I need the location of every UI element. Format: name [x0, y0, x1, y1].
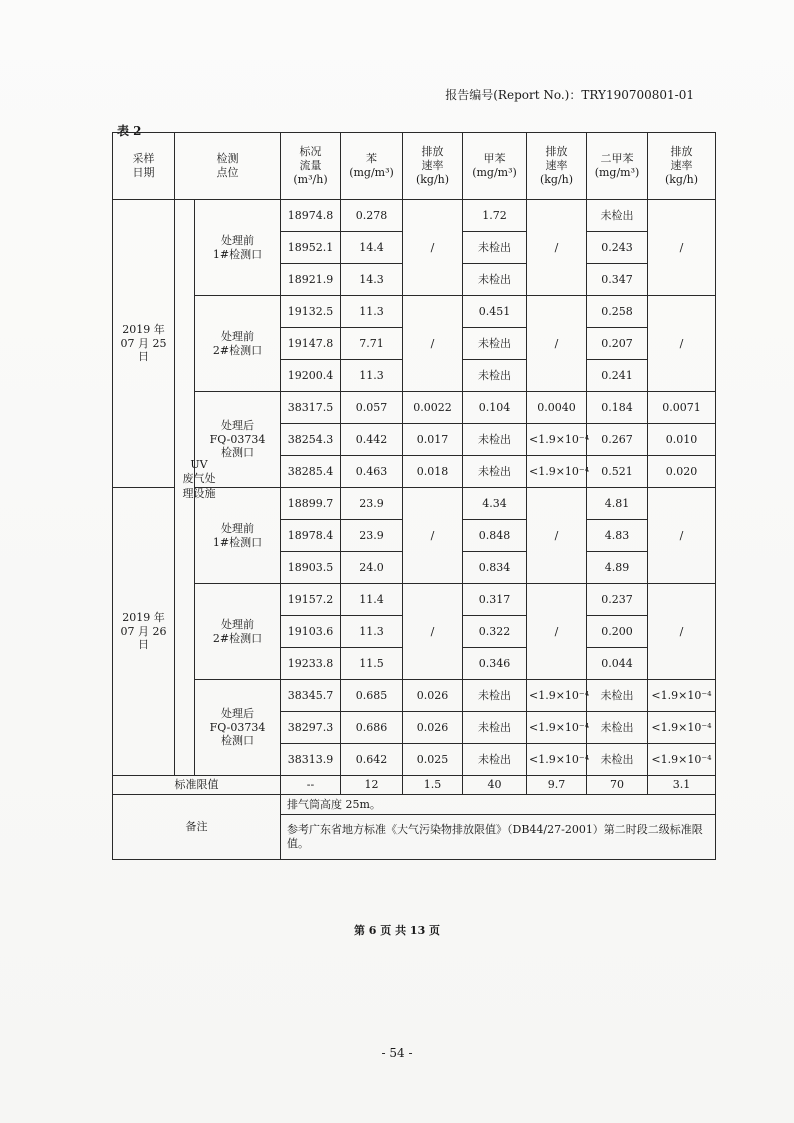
rate-cell: / [648, 584, 716, 680]
flow-cell: 18952.1 [281, 232, 341, 264]
toluene-cell: 未检出 [463, 456, 527, 488]
facility-label: UV 废气处 理设施 [182, 458, 216, 500]
flow-cell: 18903.5 [281, 552, 341, 584]
xylene-cell: 未检出 [587, 712, 648, 744]
rate-cell: / [527, 200, 587, 296]
table-header-row [113, 133, 716, 200]
standard-rate: 3.1 [648, 776, 716, 795]
xylene-cell: 未检出 [587, 744, 648, 776]
toluene-cell: 未检出 [463, 328, 527, 360]
table-row [113, 392, 716, 424]
xylene-cell: 0.521 [587, 456, 648, 488]
rate-cell: 0.010 [648, 424, 716, 456]
toluene-cell: 未检出 [463, 712, 527, 744]
toluene-cell: 未检出 [463, 744, 527, 776]
rate-cell: / [527, 584, 587, 680]
rate-cell: <1.9×10⁻⁴ [527, 712, 587, 744]
table-row [113, 200, 716, 232]
rate-cell: <1.9×10⁻⁴ [648, 680, 716, 712]
toluene-cell: 未检出 [463, 424, 527, 456]
xylene-cell: 0.200 [587, 616, 648, 648]
flow-cell: 18899.7 [281, 488, 341, 520]
standard-row [113, 776, 716, 795]
flow-cell: 19147.8 [281, 328, 341, 360]
benzene-cell: 23.9 [341, 488, 403, 520]
rate-cell: / [527, 488, 587, 584]
flow-cell: 38317.5 [281, 392, 341, 424]
rate-cell: / [648, 200, 716, 296]
header-xylene: 二甲苯 (mg/m³) [587, 133, 648, 200]
rate-cell: 0.017 [403, 424, 463, 456]
flow-cell: 38297.3 [281, 712, 341, 744]
toluene-cell: 1.72 [463, 200, 527, 232]
benzene-cell: 0.442 [341, 424, 403, 456]
table-row [113, 680, 716, 712]
header-rate-benzene: 排放 速率 (kg/h) [403, 133, 463, 200]
point-cell: 处理前 1#检测口 [195, 488, 281, 584]
xylene-cell: 0.237 [587, 584, 648, 616]
rate-cell: / [403, 488, 463, 584]
xylene-cell: 0.258 [587, 296, 648, 328]
rate-cell: / [648, 296, 716, 392]
toluene-cell: 未检出 [463, 680, 527, 712]
rate-cell: <1.9×10⁻⁴ [527, 424, 587, 456]
rate-cell: 0.0071 [648, 392, 716, 424]
xylene-cell: 4.81 [587, 488, 648, 520]
standard-flow: -- [281, 776, 341, 795]
footer-page-mark: - 54 - [381, 1046, 413, 1060]
xylene-cell: 0.207 [587, 328, 648, 360]
benzene-cell: 11.3 [341, 296, 403, 328]
benzene-cell: 0.057 [341, 392, 403, 424]
remarks-line-1: 排气筒高度 25m。 [281, 795, 716, 815]
header-rate-toluene: 排放 速率 (kg/h) [527, 133, 587, 200]
toluene-cell: 0.317 [463, 584, 527, 616]
toluene-cell: 0.346 [463, 648, 527, 680]
rate-cell: <1.9×10⁻⁴ [527, 456, 587, 488]
benzene-cell: 0.278 [341, 200, 403, 232]
xylene-cell: 4.89 [587, 552, 648, 584]
table-row [113, 584, 716, 616]
remarks-line-2: 参考广东省地方标准《大气污染物排放限值》（DB44/27-2001）第二时段二级标准限值。 [281, 815, 716, 860]
xylene-cell: 未检出 [587, 680, 648, 712]
point-cell: 处理前 2#检测口 [195, 296, 281, 392]
standard-xylene: 70 [587, 776, 648, 795]
rate-cell: <1.9×10⁻⁴ [648, 744, 716, 776]
flow-cell: 19233.8 [281, 648, 341, 680]
rate-cell: <1.9×10⁻⁴ [648, 712, 716, 744]
benzene-cell: 11.5 [341, 648, 403, 680]
page-number: 第 6 页 共 13 页 [353, 924, 441, 937]
toluene-cell: 0.848 [463, 520, 527, 552]
xylene-cell: 0.044 [587, 648, 648, 680]
point-cell: 处理后 FQ-03734 检测口 [195, 680, 281, 776]
toluene-cell: 未检出 [463, 232, 527, 264]
header-flow: 标况 流量 (m³/h) [281, 133, 341, 200]
rate-cell: / [403, 296, 463, 392]
point-cell: 处理前 1#检测口 [195, 200, 281, 296]
toluene-cell: 0.104 [463, 392, 527, 424]
flow-cell: 19200.4 [281, 360, 341, 392]
benzene-cell: 23.9 [341, 520, 403, 552]
xylene-cell: 0.241 [587, 360, 648, 392]
flow-cell: 18978.4 [281, 520, 341, 552]
rate-cell: / [648, 488, 716, 584]
rate-cell: 0.0022 [403, 392, 463, 424]
toluene-cell: 0.322 [463, 616, 527, 648]
flow-cell: 19157.2 [281, 584, 341, 616]
flow-cell: 19132.5 [281, 296, 341, 328]
benzene-cell: 7.71 [341, 328, 403, 360]
remarks-row [113, 795, 716, 815]
benzene-cell: 11.3 [341, 616, 403, 648]
benzene-cell: 0.686 [341, 712, 403, 744]
xylene-cell: 0.184 [587, 392, 648, 424]
flow-cell: 38313.9 [281, 744, 341, 776]
standard-rate: 1.5 [403, 776, 463, 795]
rate-cell: / [403, 584, 463, 680]
benzene-cell: 11.3 [341, 360, 403, 392]
point-cell: 处理前 2#检测口 [195, 584, 281, 680]
toluene-cell: 未检出 [463, 360, 527, 392]
header-point: 检测 点位 [175, 133, 281, 200]
benzene-cell: 0.463 [341, 456, 403, 488]
benzene-cell: 11.4 [341, 584, 403, 616]
rate-cell: 0.026 [403, 712, 463, 744]
xylene-cell: 0.347 [587, 264, 648, 296]
rate-cell: 0.018 [403, 456, 463, 488]
benzene-cell: 24.0 [341, 552, 403, 584]
standard-benzene: 12 [341, 776, 403, 795]
table-title: 表 2 [117, 124, 142, 138]
header-rate-xylene: 排放 速率 (kg/h) [648, 133, 716, 200]
rate-cell: 0.025 [403, 744, 463, 776]
rate-cell: / [527, 296, 587, 392]
flow-cell: 19103.6 [281, 616, 341, 648]
point-cell: 处理后 FQ-03734 检测口 [195, 392, 281, 488]
rate-cell: <1.9×10⁻⁴ [527, 744, 587, 776]
benzene-cell: 0.685 [341, 680, 403, 712]
standard-toluene: 40 [463, 776, 527, 795]
flow-cell: 18974.8 [281, 200, 341, 232]
date-cell: 2019 年 07 月 25 日 [113, 200, 175, 488]
flow-cell: 38345.7 [281, 680, 341, 712]
xylene-cell: 4.83 [587, 520, 648, 552]
rate-cell: 0.026 [403, 680, 463, 712]
rate-cell: / [403, 200, 463, 296]
flow-cell: 38254.3 [281, 424, 341, 456]
report-number: 报告编号(Report No.)：TRY190700801-01 [445, 88, 694, 102]
toluene-cell: 未检出 [463, 264, 527, 296]
benzene-cell: 0.642 [341, 744, 403, 776]
header-toluene: 甲苯 (mg/m³) [463, 133, 527, 200]
date-cell: 2019 年 07 月 26 日 [113, 488, 175, 776]
xylene-cell: 0.267 [587, 424, 648, 456]
toluene-cell: 0.834 [463, 552, 527, 584]
remarks-label: 备注 [113, 795, 281, 860]
header-date: 采样 日期 [113, 133, 175, 200]
xylene-cell: 0.243 [587, 232, 648, 264]
flow-cell: 38285.4 [281, 456, 341, 488]
benzene-cell: 14.4 [341, 232, 403, 264]
rate-cell: 0.020 [648, 456, 716, 488]
standard-rate: 9.7 [527, 776, 587, 795]
xylene-cell: 未检出 [587, 200, 648, 232]
benzene-cell: 14.3 [341, 264, 403, 296]
toluene-cell: 4.34 [463, 488, 527, 520]
toluene-cell: 0.451 [463, 296, 527, 328]
rate-cell: 0.0040 [527, 392, 587, 424]
table-row [113, 296, 716, 328]
flow-cell: 18921.9 [281, 264, 341, 296]
header-benzene: 苯 (mg/m³) [341, 133, 403, 200]
standard-label: 标准限值 [113, 776, 281, 795]
rate-cell: <1.9×10⁻⁴ [527, 680, 587, 712]
